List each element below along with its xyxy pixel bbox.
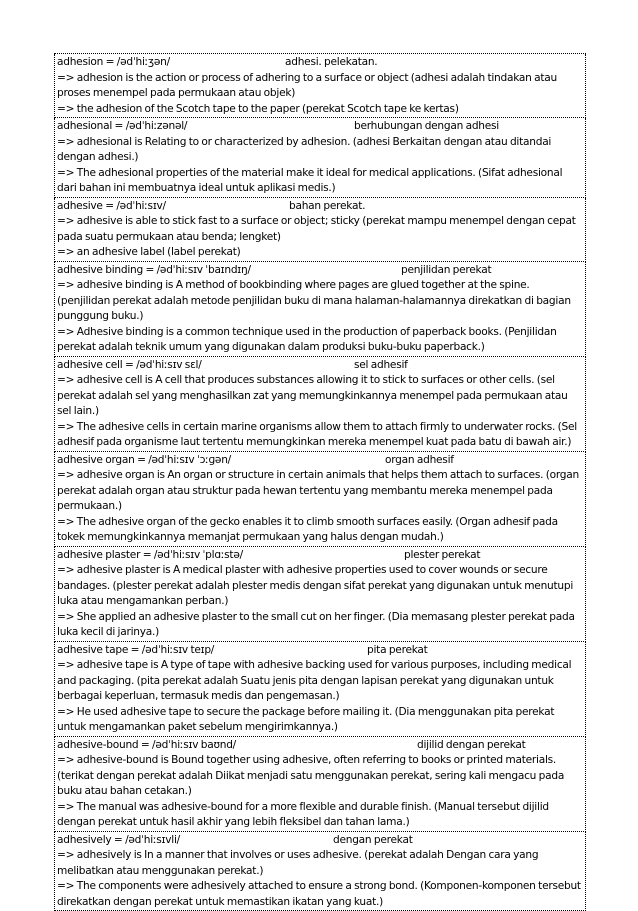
glossary-entry xyxy=(54,452,586,547)
entry-definition: => adhesive organ is An organ or structure in certain animals that helps them attach to surfaces. (organ perekat adalah organ atau struktur pada hewan tertentu yang membantu mereka menempel pada permukaan.) xyxy=(57,468,584,515)
entry-example: => She applied an adhesive plaster to the small cut on her finger. (Dia memasang plester perekat pada luka kecil di jarinya.) xyxy=(57,610,584,641)
entry-translation: organ adhesif xyxy=(385,453,454,469)
entry-term: adhesion = /ədˈhiːʒən/ xyxy=(57,55,170,71)
entry-definition: => adhesive plaster is A medical plaster with adhesive properties used to cover wounds or secure bandages. (plester perekat adalah plester medis dengan sifat perekat yang digunakan untuk menutupi luka atau mengamankan perban.) xyxy=(57,563,584,610)
glossary-entry xyxy=(54,357,586,452)
glossary-entry xyxy=(54,262,586,357)
entry-term: adhesive plaster = /ədˈhiːsɪv ˈplɑːstə/ xyxy=(57,548,243,564)
entry-term: adhesive binding = /ədˈhiːsɪv ˈbaɪndɪŋ/ xyxy=(57,263,251,279)
entry-example: => an adhesive label (label perekat) xyxy=(57,245,584,261)
entry-translation: penjilidan perekat xyxy=(401,263,491,279)
entry-translation: adhesi. pelekatan. xyxy=(285,55,377,71)
entry-example: => The adhesive cells in certain marine organisms allow them to attach firmly to underwater rocks. (Sel adhesif pada organisme laut tertentu memungkinkan mereka menempel kuat pada batu di bawah air.) xyxy=(57,420,584,451)
entry-header xyxy=(57,738,584,754)
entry-header xyxy=(57,453,584,469)
entry-example: => The adhesional properties of the material make it ideal for medical applications. (Sifat adhesional dari bahan ini membuatnya ideal untuk aplikasi medis.) xyxy=(57,166,584,197)
entry-term: adhesive tape = /ədˈhiːsɪv teɪp/ xyxy=(57,643,214,659)
glossary-entry xyxy=(54,118,586,198)
entry-term: adhesional = /ədˈhiːzənəl/ xyxy=(57,119,187,135)
entry-definition: => adhesive cell is A cell that produces substances allowing it to stick to surfaces or other cells. (sel perekat adalah sel yang menghasilkan zat yang memungkinkannya menempel pada permukaan atau sel lain.) xyxy=(57,373,584,420)
entry-term: adhesive = /ədˈhiːsɪv/ xyxy=(57,199,166,215)
entry-header xyxy=(57,833,584,849)
glossary-entry xyxy=(54,642,586,737)
entry-term: adhesive cell = /ədˈhiːsɪv sɛl/ xyxy=(57,358,202,374)
entry-example: => The manual was adhesive-bound for a more flexible and durable finish. (Manual tersebut dijilid dengan perekat untuk hasil akhir yang lebih fleksibel dan tahan lama.) xyxy=(57,800,584,831)
entry-header xyxy=(57,643,584,659)
glossary-entry xyxy=(54,832,586,911)
entry-header xyxy=(57,263,584,279)
entry-translation: berhubungan dengan adhesi xyxy=(354,119,499,135)
entry-term: adhesive organ = /ədˈhiːsɪv ˈɔːɡən/ xyxy=(57,453,231,469)
entry-header xyxy=(57,199,584,215)
entry-header xyxy=(57,548,584,564)
entry-definition: => adhesively is In a manner that involves or uses adhesive. (perekat adalah Dengan cara yang melibatkan atau menggunakan perekat.) xyxy=(57,848,584,879)
entry-example: => Adhesive binding is a common technique used in the production of paperback books. (Penjilidan perekat adalah teknik umum yang digunakan dalam produksi buku-buku paperback.) xyxy=(57,325,584,356)
entry-term: adhesive-bound = /ədˈhiːsɪv baʊnd/ xyxy=(57,738,236,754)
entry-definition: => adhesive tape is A type of tape with adhesive backing used for various purposes, including medical and packaging. (pita perekat adalah Suatu jenis pita dengan lapisan perekat yang digunakan untuk berbagai keperluan, termasuk medis dan pengemasan.) xyxy=(57,658,584,705)
entry-example: => He used adhesive tape to secure the package before mailing it. (Dia menggunakan pita perekat untuk mengamankan paket sebelum mengirimkannya.) xyxy=(57,705,584,736)
glossary-sheet xyxy=(54,53,586,911)
entry-term: adhesively = /ədˈhiːsɪvli/ xyxy=(57,833,180,849)
entry-definition: => adhesive binding is A method of bookbinding where pages are glued together at the spine. (penjilidan perekat adalah metode penjilidan buku di mana halaman-halamannya direkatkan di bagian punggung buku.) xyxy=(57,278,584,325)
entry-header xyxy=(57,55,584,71)
entry-translation: pita perekat xyxy=(367,643,428,659)
entry-definition: => adhesive-bound is Bound together using adhesive, often referring to books or printed materials. (terikat dengan perekat adalah Diikat menjadi satu menggunakan perekat, sering kali mengacu pada buku atau bahan cetakan.) xyxy=(57,753,584,800)
glossary-entry xyxy=(54,54,586,118)
entry-example: => The components were adhesively attached to ensure a strong bond. (Komponen-komponen tersebut direkatkan dengan perekat untuk memastikan ikatan yang kuat.) xyxy=(57,879,584,910)
entry-example: => the adhesion of the Scotch tape to the paper (perekat Scotch tape ke kertas) xyxy=(57,102,584,118)
glossary-entry xyxy=(54,547,586,642)
entry-translation: bahan perekat. xyxy=(289,199,365,215)
entry-translation: plester perekat xyxy=(404,548,480,564)
entry-translation: dijilid dengan perekat xyxy=(417,738,526,754)
entry-translation: dengan perekat xyxy=(333,833,413,849)
entry-example: => The adhesive organ of the gecko enables it to climb smooth surfaces easily. (Organ adhesif pada tokek memungkinkannya memanjat permukaan yang halus dengan mudah.) xyxy=(57,515,584,546)
entry-definition: => adhesion is the action or process of adhering to a surface or object (adhesi adalah tindakan atau proses menempel pada permukaan atau objek) xyxy=(57,71,584,102)
entry-header xyxy=(57,119,584,135)
glossary-entry xyxy=(54,198,586,262)
entry-translation: sel adhesif xyxy=(354,358,408,374)
glossary-entry xyxy=(54,737,586,832)
entry-definition: => adhesional is Relating to or characterized by adhesion. (adhesi Berkaitan dengan atau ditandai dengan adhesi.) xyxy=(57,135,584,166)
entry-definition: => adhesive is able to stick fast to a surface or object; sticky (perekat mampu menempel dengan cepat pada suatu permukaan atau benda; lengket) xyxy=(57,214,584,245)
entry-header xyxy=(57,358,584,374)
